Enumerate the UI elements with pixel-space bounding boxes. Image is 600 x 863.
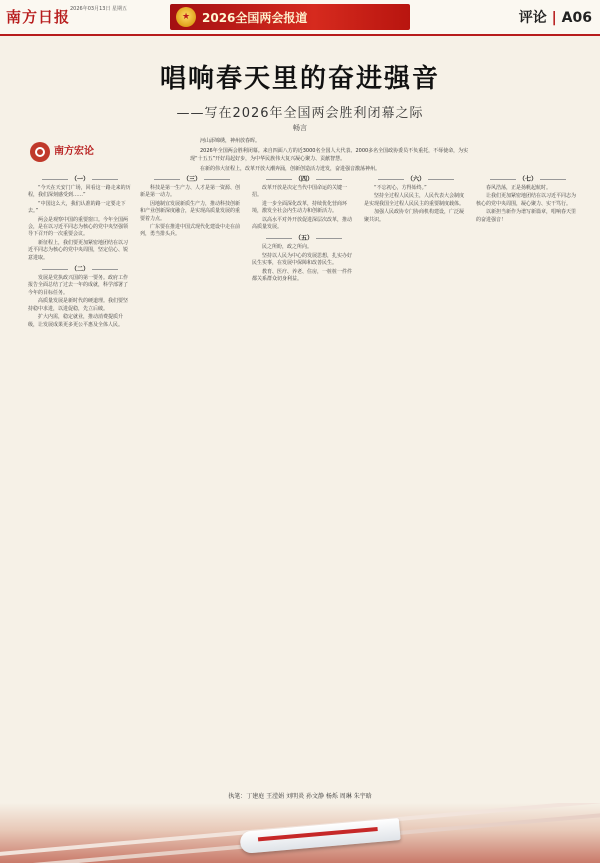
body-paragraph: 民之所盼，政之所向。 bbox=[262, 244, 313, 251]
national-emblem-icon: ★ bbox=[176, 7, 196, 27]
two-sessions-banner bbox=[170, 4, 410, 30]
body-paragraph: 高质量发展是新时代的硬道理。我们要坚持稳中求进，以进促稳，先立后破。 bbox=[28, 298, 129, 312]
page-number: A06 bbox=[561, 10, 592, 26]
masthead bbox=[0, 0, 600, 36]
body-paragraph: 改革开放是决定当代中国命运的关键一招。 bbox=[252, 185, 348, 199]
editor-credits: 执笔：丁建庭 王滢娟 刘明炎 孙文静 杨烁 周琳 朱宇晗 bbox=[228, 793, 372, 800]
section-marker: （七） bbox=[476, 174, 580, 183]
lede-paragraph: 河山添锦绣，神州放春晖。 bbox=[200, 138, 261, 144]
section-marker: （一） bbox=[28, 174, 132, 183]
section-marker: （六） bbox=[364, 174, 468, 183]
article-lede bbox=[190, 137, 475, 174]
article-body bbox=[28, 172, 580, 780]
body-paragraph: 以高水平对外开放促进深层次改革，推动高质量发展。 bbox=[252, 216, 353, 231]
body-paragraph: 加强人民政协专门协商机构建设，广泛凝聚共识。 bbox=[364, 209, 465, 223]
section-label: 评论 | A06 bbox=[518, 10, 592, 26]
text-column-2 bbox=[140, 172, 244, 780]
body-paragraph: 进一步全面深化改革，持续优化营商环境，激发全社会内生动力和创新活力。 bbox=[252, 200, 348, 215]
article-title: 唱响春天里的奋进强音 bbox=[159, 64, 440, 94]
body-paragraph: “今天在天安门广场，回看这一路走来的历程，我们深刻感受到……” bbox=[28, 185, 131, 199]
body-paragraph: “中国这么大，我们认准的路一定要走下去。” bbox=[28, 200, 126, 215]
lede-paragraph: 2026年全国两会胜利闭幕。来自四面八方的近3000名全国人大代表、2000多名全国政协委员不负重托，不辱使命，为实现“十五五”开好局起好步，为中华民族伟大复兴凝心聚力、贡献智慧。 bbox=[190, 147, 469, 162]
section-name: 评论 bbox=[518, 10, 547, 26]
article-byline: 畅言 bbox=[293, 124, 307, 132]
body-paragraph: 两会是观察中国的重要窗口。今年全国两会，是在以习近平同志为核心的党中央坚强领导下召开的一次重要会议。 bbox=[28, 216, 129, 238]
section-marker: （三） bbox=[140, 174, 244, 183]
body-paragraph: 教育、医疗、养老、住房，一桩桩一件件都关系群众切身利益。 bbox=[252, 268, 353, 283]
column-badge bbox=[30, 142, 100, 162]
body-paragraph: 科技是第一生产力、人才是第一资源、创新是第一动力。 bbox=[140, 185, 241, 199]
body-paragraph: 坚持以人民为中心的发展思想，扎实办好民生实事，在发展中保障和改善民生。 bbox=[252, 252, 353, 267]
high-speed-train-illustration bbox=[0, 803, 600, 863]
banner-title: 2026全国两会报道 bbox=[202, 11, 308, 25]
article-subtitle: ——写在2026年全国两会胜利闭幕之际 bbox=[176, 106, 424, 121]
newspaper-logo: 南方日报 bbox=[6, 8, 71, 26]
body-paragraph: 新征程上，我们要更加紧密地团结在以习近平同志为核心的党中央周围，坚定信心、锐意进取。 bbox=[28, 239, 129, 261]
body-paragraph: 让我们更加紧密地团结在以习近平同志为核心的党中央周围，凝心聚力、实干笃行。 bbox=[476, 193, 577, 207]
body-paragraph: 发展是党执政兴国的第一要务。政府工作报告全面总结了过去一年的成就，科学部署了今年的目标任务。 bbox=[28, 275, 129, 296]
column-label: 南方宏论 bbox=[54, 146, 94, 157]
lede-paragraph: 在新的伟大征程上，改革开放大潮奔涌，创新创造活力迸发，奋进强音激荡神州。 bbox=[200, 165, 381, 172]
body-paragraph: “不忘初心，方得始终。” bbox=[374, 185, 427, 191]
body-paragraph: 因地制宜发展新质生产力，推动科技创新和产业创新深度融合，是实现高质量发展的重要着力点。 bbox=[140, 200, 241, 222]
body-paragraph: 扩大内需，稳定就业，推动消费提质升级，让发展成果更多更公平惠及全体人民。 bbox=[28, 314, 124, 328]
body-paragraph: 广东要在推进中国式现代化建设中走在前列，勇当排头兵。 bbox=[140, 224, 241, 238]
body-paragraph: 春风浩荡，正是扬帆起航时。 bbox=[486, 185, 552, 191]
column-logo-icon bbox=[30, 142, 50, 162]
issue-meta: 2026年03月13日 星期五 bbox=[70, 6, 128, 12]
section-marker: （五） bbox=[252, 233, 356, 242]
text-column-4 bbox=[364, 172, 468, 780]
text-column-5 bbox=[476, 172, 580, 780]
section-marker: （二） bbox=[28, 264, 132, 273]
body-paragraph: 坚持全过程人民民主，人民代表大会制度是实现我国全过程人民民主的重要制度载体。 bbox=[364, 193, 465, 207]
section-marker: （四） bbox=[252, 174, 356, 183]
body-paragraph: 以新担当新作为谱写新篇章，唱响春天里的奋进强音！ bbox=[476, 209, 577, 223]
text-column-3 bbox=[252, 172, 356, 780]
text-column-1 bbox=[28, 172, 132, 780]
